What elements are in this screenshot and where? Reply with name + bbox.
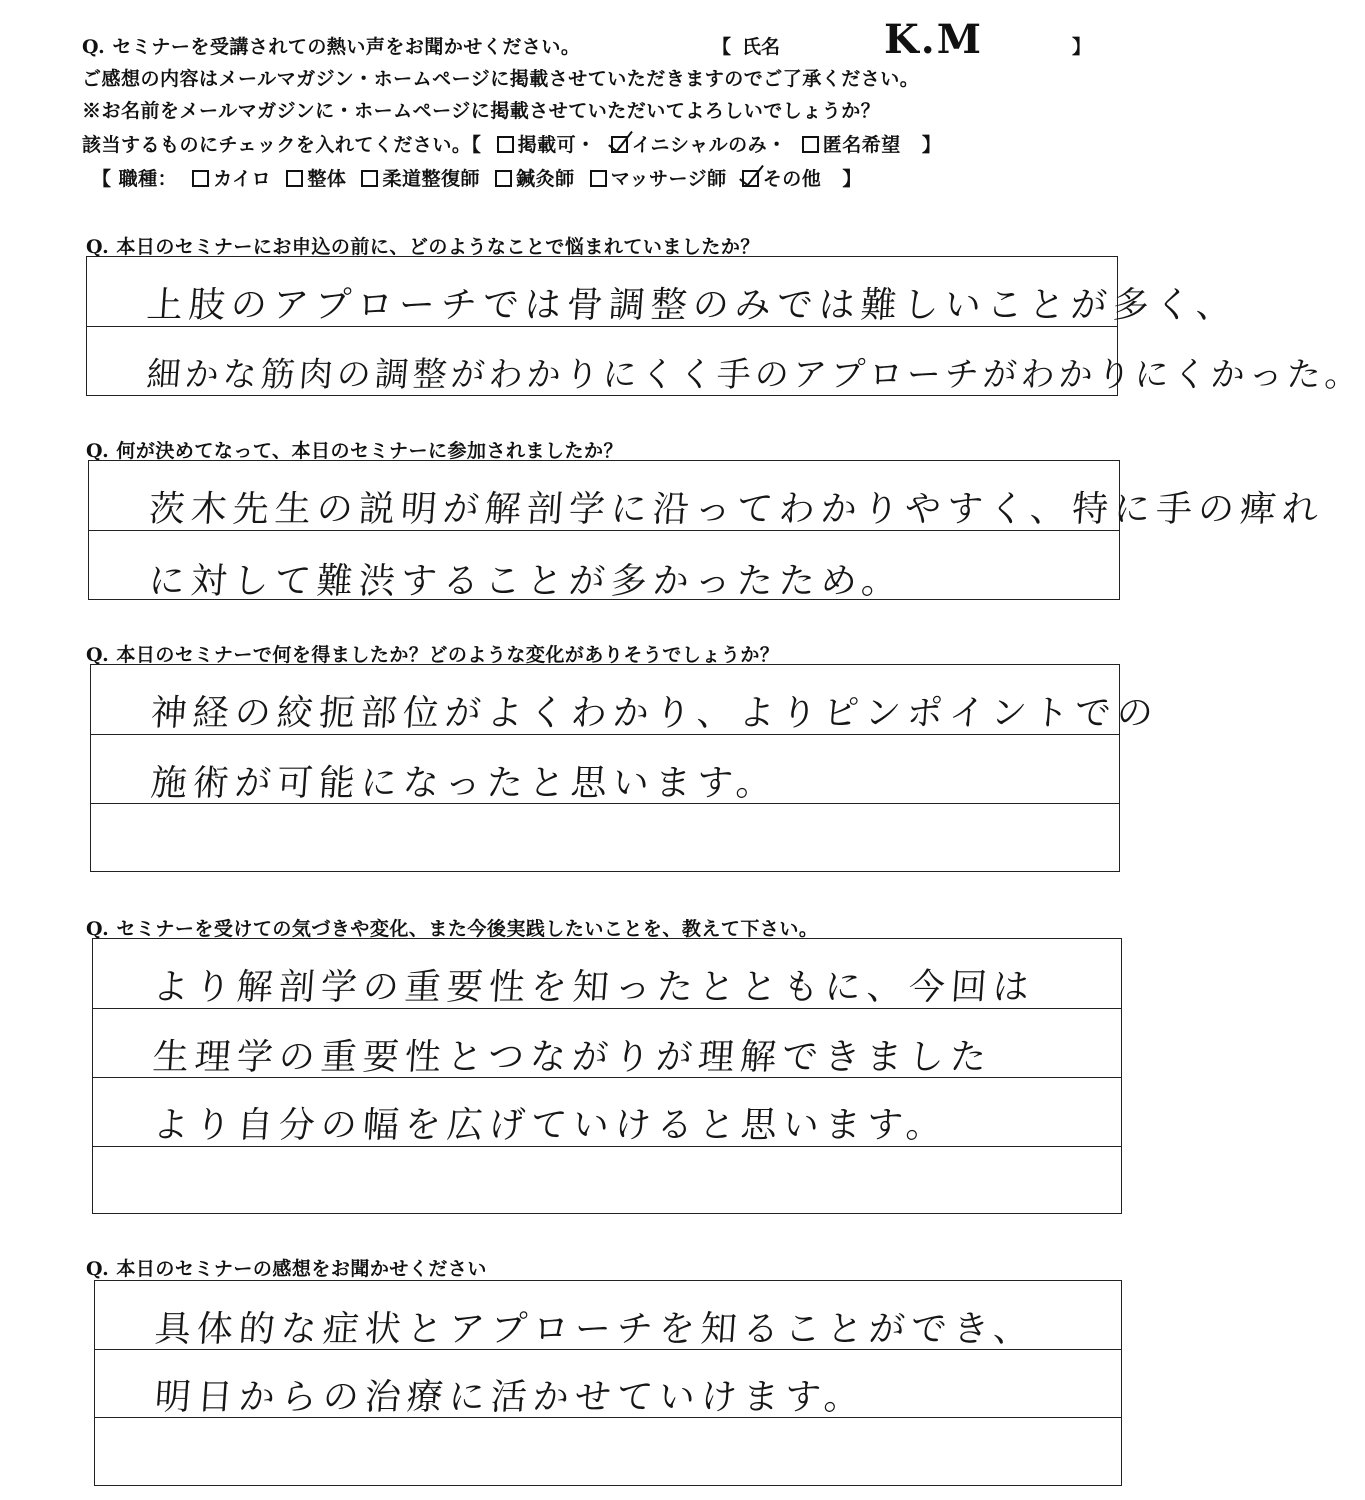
question-4-answer-line-1: より解剖学の重要性を知ったとともに、今回は [151,967,1037,1008]
job-option-acupuncture[interactable]: 鍼灸師 [487,168,575,190]
header-line-2: ご感想の内容はメールマガジン・ホームページに掲載させていただきますのでご了承ください。 [82,68,920,90]
question-2-answer-box [88,460,1326,602]
question-5-label: Q. 本日のセミナーの感想をお聞かせください [86,1258,487,1280]
checkbox-icon[interactable] [590,170,607,187]
job-suffix: 】 [842,168,862,190]
header-line-3: ※お名前をメールマガジンに・ホームページに掲載させていただいてよろしいでしょうか？ [82,100,881,122]
header-line-1: Q. セミナーを受講されての熱い声をお聞かせください。 [82,36,581,58]
publish-prefix: 該当するものにチェックを入れてください。【 [82,134,482,156]
question-3-answer-line-2: 施術が可能になったと思います。 [149,763,780,804]
question-1-label: Q. 本日のセミナーにお申込の前に、どのようなことで悩まれていましたか？ [86,236,760,258]
question-4-answer-box [92,938,1122,1214]
question-5-answer-box [94,1280,1122,1486]
question-2-answer-line-1: 茨木先生の説明が解剖学に沿ってわかりやすく、特に手の痺れ [147,489,1326,530]
job-option-judo[interactable]: 柔道整復師 [353,168,480,190]
job-option-massage[interactable]: マッサージ師 [582,168,727,190]
question-3-label: Q. 本日のセミナーで何を得ましたか？どのような変化がありそうでしょうか？ [86,644,780,666]
checkbox-icon[interactable] [497,136,514,153]
job-option-chiro[interactable]: カイロ [184,168,271,190]
question-1-answer-line-2: 細かな筋肉の調整がわかりにくく手のアプローチがわかりにくかった。 [145,355,1365,395]
checkbox-icon[interactable] [286,170,303,187]
question-1-answer-box [86,256,1365,396]
question-4-answer-line-2: 生理学の重要性とつながりが理解できました [151,1037,994,1078]
publish-suffix: 】 [921,134,942,156]
checkbox-icon[interactable] [495,170,512,187]
name-value: K.M [884,16,983,63]
job-type-row [92,164,862,191]
question-2-label: Q. 何が決めてなって、本日のセミナーに参加されましたか？ [86,440,623,462]
name-label: 氏名 [742,36,781,58]
question-5-answer-line-1: 具体的な症状とアプローチを知ることができ、 [153,1309,1037,1350]
checkbox-icon[interactable] [361,170,378,187]
publish-consent-row [82,130,941,157]
publish-option-anonymous[interactable]: 匿名希望 [794,134,901,156]
checkbox-checked-icon[interactable] [611,136,628,153]
job-prefix: 【 職種： [92,168,178,190]
checkbox-icon[interactable] [802,136,819,153]
question-4-label: Q. セミナーを受けての気づきや変化、また今後実践したいことを、教えて下さい。 [86,918,819,940]
question-2-answer-line-2: に対して難渋することが多かったため。 [147,561,905,602]
question-5-answer-line-2: 明日からの治療に活かせていけます。 [153,1377,868,1418]
job-option-other[interactable]: その他 [734,168,822,190]
name-bracket-open: 【 [712,36,732,58]
question-1-answer-line-1: 上肢のアプローチでは骨調整のみでは難しいことが多く、 [145,285,1240,326]
question-3-answer-line-1: 神経の絞扼部位がよくわかり、よりピンポイントでの [149,693,1161,734]
checkbox-icon[interactable] [192,170,209,187]
question-4-answer-line-3: より自分の幅を広げていけると思います。 [151,1105,950,1146]
job-option-seitai[interactable]: 整体 [278,168,346,190]
checkbox-checked-icon[interactable] [742,170,759,187]
question-3-answer-box [90,664,1161,872]
publish-option-initials[interactable]: イニシャルのみ・ [603,134,787,156]
publish-option-allowed[interactable]: 掲載可・ [489,134,596,156]
name-bracket-close: 】 [1072,36,1092,58]
